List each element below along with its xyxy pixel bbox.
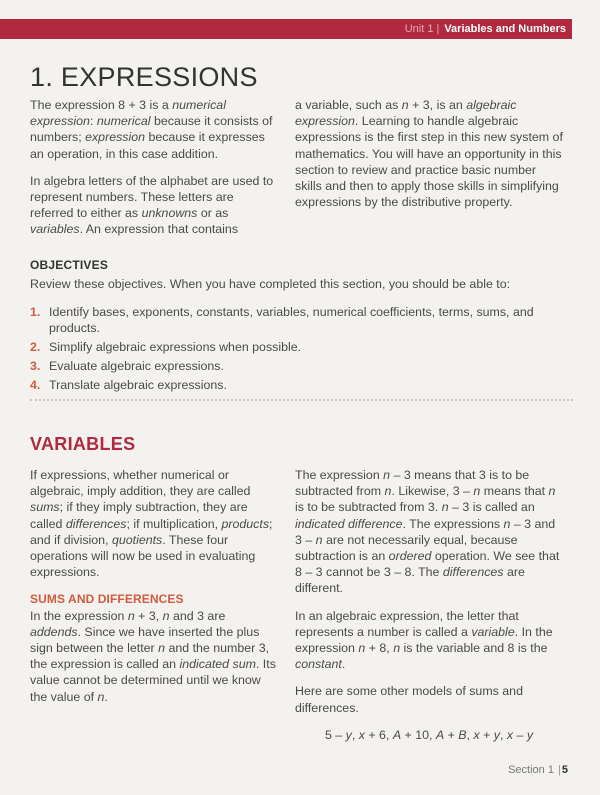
unit-title: Variables and Numbers: [444, 23, 566, 35]
variables-paragraph-2: In the expression n + 3, n and 3 are addends. Since we have inserted the plus sign between the letter n and the number 3, the expression is called an indicated sum. Its value cannot be determined until we know the value of n.: [30, 608, 276, 704]
objective-item: 4. Translate algebraic expressions.: [30, 378, 227, 392]
variables-paragraph-4: In an algebraic expression, the letter that represents a number is called a variable. In the expression n + 8, n is the variable and 8 is the constant.: [295, 608, 553, 672]
objective-item: 1. Identify bases, exponents, constants, variables, numerical coefficients, terms, sums, and products.: [30, 305, 534, 335]
variables-paragraph-1: If expressions, whether numerical or algebraic, imply addition, they are called sums; if they imply subtraction, they are called differences; if multiplication, products; and if division, quotients. These four operations will now be used in evaluating expressions.: [30, 468, 273, 580]
variables-column-left: [30, 467, 278, 716]
page-number: 5: [561, 764, 568, 776]
objectives-list: [30, 304, 560, 396]
variables-column-right: [295, 467, 563, 743]
objective-item: 2. Simplify algebraic expressions when possible.: [30, 340, 302, 354]
intro-paragraph-2: In algebra letters of the alphabet are used to represent numbers. These letters are referred to either as unknowns or as variables. An expression that contains: [30, 173, 274, 237]
objectives-intro: Review these objectives. When you have completed this section, you should be able to:: [30, 277, 511, 291]
expression-models: 5 – y, x + 6, A + 10, A + B, x + y, x – y: [324, 727, 534, 742]
objectives-heading: OBJECTIVES: [30, 258, 109, 272]
objective-item: 3. Evaluate algebraic expressions.: [30, 359, 224, 373]
variables-paragraph-5: Here are some other models of sums and differences.: [295, 684, 523, 715]
intro-column-right: [295, 97, 563, 221]
intro-column-left: [30, 97, 275, 249]
intro-paragraph-3: a variable, such as n + 3, is an algebraic expression. Learning to handle algebraic expressions is the first step in this new system of mathematics. You will have an opportunity in this section to review and practice basic number skills and then to apply those skills in simplifying expressions by the distributive property.: [295, 98, 563, 210]
variables-heading: VARIABLES: [30, 434, 136, 454]
dotted-divider: [30, 399, 573, 401]
page-footer: Section 1 |5: [508, 764, 568, 776]
unit-header-bar: [0, 19, 572, 39]
intro-paragraph-1: The expression 8 + 3 is a numerical expression: numerical because it consists of numbers; expression because it expresses an operation, in this case addition.: [30, 98, 273, 161]
footer-section-label: Section 1: [508, 764, 554, 776]
unit-label: Unit 1: [404, 23, 434, 35]
unit-header: Unit 1 | Variables and Numbers: [404, 23, 566, 35]
sums-differences-subheading: SUMS AND DIFFERENCES: [30, 592, 184, 607]
variables-paragraph-3: The expression n – 3 means that 3 is to be subtracted from n. Likewise, 3 – n means that n is to be subtracted from 3. n – 3 is called an indicated difference. The expressions n – 3 and 3 – n are not necessarily equal, because subtraction is an ordered operation. We see that 8 – 3 cannot be 3 – 8. The differences are different.: [295, 468, 560, 596]
section-title: 1. EXPRESSIONS: [30, 62, 258, 92]
